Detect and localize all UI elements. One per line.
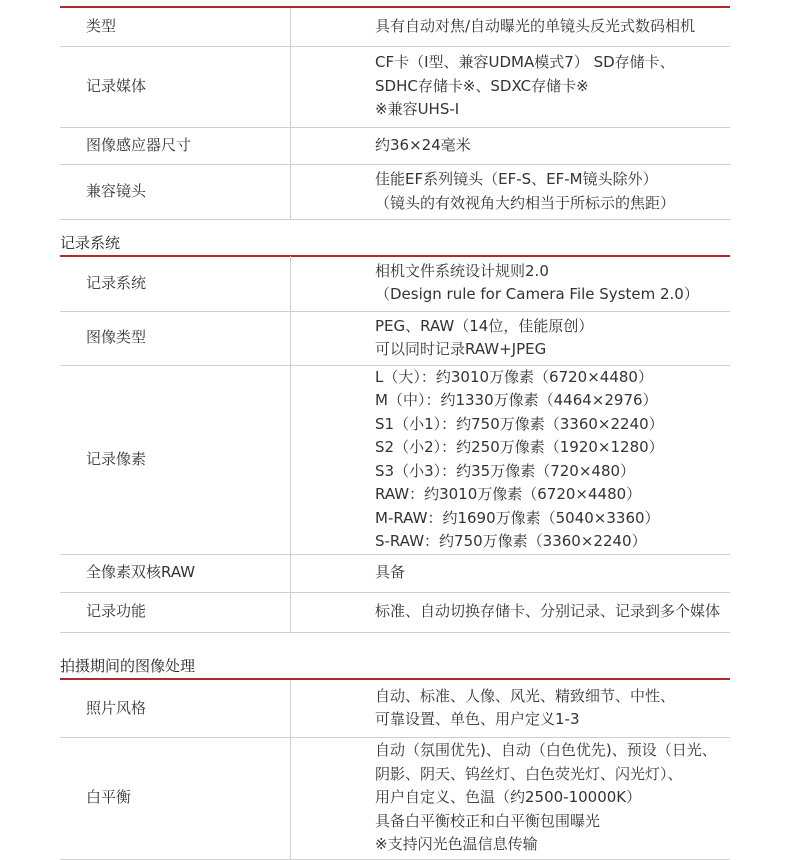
section-title-text: 记录系统	[60, 234, 121, 252]
spec-value-line: （Design rule for Camera File System 2.0）	[375, 285, 699, 304]
spec-value-line: 具备白平衡校正和白平衡包围曝光	[375, 811, 601, 830]
spec-label: 类型	[60, 7, 291, 46]
spec-value-line: 自动、标准、人像、风光、精致细节、中性、	[375, 686, 676, 705]
table-row	[60, 554, 730, 592]
spec-label: 记录系统	[60, 256, 291, 311]
spec-value-line: 约36×24毫米	[375, 135, 471, 154]
spec-label: 记录像素	[60, 365, 291, 554]
spec-value-line: 用户自定义、色温（约2500-10000K）	[375, 788, 642, 807]
spec-value	[291, 680, 731, 737]
spec-table-recording	[60, 256, 730, 633]
spec-value	[291, 592, 731, 632]
table-row	[60, 127, 730, 164]
spec-value-line: M-RAW：约1690万像素（5040×3360）	[375, 508, 660, 527]
spec-value-line: S1（小1）：约750万像素（3360×2240）	[375, 414, 664, 433]
spec-label: 全像素双核RAW	[60, 554, 291, 592]
spec-value-line: SDHC存储卡※、SDXC存储卡※	[375, 76, 589, 95]
spec-value-line: 佳能EF系列镜头（EF-S、EF-M镜头除外）	[375, 170, 658, 188]
spec-label: 图像类型	[60, 311, 291, 365]
section-title-image-processing	[60, 656, 730, 676]
spec-value-line: 可以同时记录RAW+JPEG	[375, 340, 547, 358]
spec-value-line: ※兼容UHS-I	[375, 100, 460, 119]
spec-table-image-processing	[60, 680, 730, 860]
section-title-text: 拍摄期间的图像处理	[60, 657, 196, 675]
spec-value-line: 自动（氛围优先)、自动（白色优先)、预设（日光、	[375, 741, 717, 760]
table-row	[60, 256, 730, 311]
spec-label: 照片风格	[60, 680, 291, 737]
spec-label: 记录媒体	[60, 46, 291, 127]
spec-value	[291, 365, 731, 554]
table-row	[60, 737, 730, 859]
spec-value	[291, 554, 731, 592]
spec-value-line: （镜头的有效视角大约相当于所标示的焦距）	[375, 193, 676, 212]
table-row	[60, 164, 730, 219]
spec-table-general	[60, 6, 730, 220]
spec-value-line: 具备	[375, 563, 406, 582]
spec-value-line: CF卡（I型、兼容UDMA模式7） SD存储卡、	[375, 53, 675, 72]
spec-value-line: 阴影、阴天、钨丝灯、白色荧光灯、闪光灯）、	[375, 764, 683, 783]
spec-value	[291, 256, 731, 311]
spec-value	[291, 7, 731, 46]
spec-value-line: M（中）：约1330万像素（4464×2976）	[375, 391, 658, 409]
table-row	[60, 592, 730, 632]
spec-value-line: 相机文件系统设计规则2.0	[375, 261, 549, 280]
spec-value-line: L（大）：约3010万像素（6720×4480）	[375, 367, 653, 386]
spec-value-line: PEG、RAW（14位，佳能原创）	[375, 316, 594, 335]
spec-label: 兼容镜头	[60, 164, 291, 219]
spec-value-line: S-RAW：约750万像素（3360×2240）	[375, 532, 647, 550]
spec-label: 白平衡	[60, 737, 291, 859]
table-row	[60, 46, 730, 127]
spec-value-line: ※支持闪光色温信息传输	[375, 835, 538, 854]
spec-value	[291, 311, 731, 365]
table-row	[60, 680, 730, 737]
spec-value	[291, 127, 731, 164]
spec-label: 记录功能	[60, 592, 291, 632]
spec-label: 图像感应器尺寸	[60, 127, 291, 164]
spec-value-line: S2（小2）：约250万像素（1920×1280）	[375, 438, 664, 456]
table-row	[60, 311, 730, 365]
spec-value	[291, 164, 731, 219]
table-row	[60, 365, 730, 554]
spec-value-line: 标准、自动切换存储卡、分别记录、记录到多个媒体	[375, 602, 721, 621]
spec-value-line: 具有自动对焦/自动曝光的单镜头反光式数码相机	[375, 17, 696, 35]
spec-value-line: RAW：约3010万像素（6720×4480）	[375, 485, 642, 503]
table-row	[60, 7, 730, 46]
spec-value	[291, 46, 731, 127]
spec-value-line: S3（小3）：约35万像素（720×480）	[375, 461, 636, 480]
spec-value-line: 可靠设置、单色、用户定义1-3	[375, 710, 580, 729]
section-title-recording	[60, 233, 730, 253]
spec-value	[291, 737, 731, 859]
